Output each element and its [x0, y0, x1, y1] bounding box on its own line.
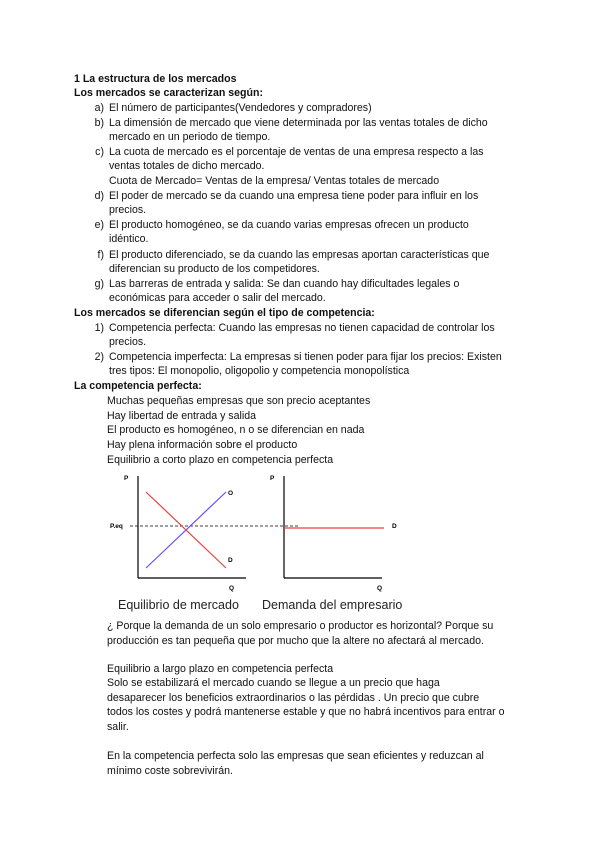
list-item-line: precios.: [109, 336, 147, 348]
chart2-xlabel: Q: [377, 585, 383, 592]
list-item-line: Cuota de Mercado= Ventas de la empresa/ Ventas totales de mercado: [109, 175, 440, 187]
chart1-ylabel: P: [124, 475, 129, 482]
chart2-ylabel: P: [270, 475, 275, 482]
list-marker: a): [94, 102, 104, 114]
conclusion-line: En la competencia perfecta solo las empresas que sean eficientes y reduzcan al: [107, 750, 484, 762]
list-marker: 1): [94, 322, 104, 334]
question-line: ¿ Porque la demanda de un solo empresario o productor es horizontal? Porque su: [107, 620, 494, 632]
chart1-demand-label: D: [228, 557, 233, 564]
caracterizan-heading: Los mercados se caracterizan según:: [74, 87, 264, 99]
list-item-line: ventas totales de dicho mercado.: [109, 160, 265, 172]
list-item-line: Competencia imperfecta: La empresas si tienen poder para fijar los precios: Existen: [109, 351, 502, 363]
list-item-line: idéntico.: [109, 233, 149, 245]
list-marker: d): [94, 190, 104, 202]
diferencian-heading: Los mercados se diferencian según el tipo de competencia:: [74, 307, 375, 319]
chart1-supply-label: O: [228, 490, 234, 497]
list-item-line: diferencian su producto de los competidores.: [109, 263, 320, 275]
list-marker: 2): [94, 351, 104, 363]
largo-plazo-line: todos los costes y podrá mantenerse estable y que no habrá incentivos para entrar o: [107, 706, 505, 718]
list-item-line: La cuota de mercado es el porcentaje de ventas de una empresa respecto a las: [109, 146, 484, 158]
list-item-line: Las barreras de entrada y salida: Se dan cuando hay dificultades legales o: [109, 278, 460, 290]
largo-plazo-line: desaparecer los beneficios extraordinarios o las pérdidas . Un precio que cubre: [107, 692, 480, 704]
list-item-line: El producto homogéneo, se da cuando varias empresas ofrecen un producto: [109, 219, 469, 231]
section-title: 1 La estructura de los mercados: [74, 73, 237, 85]
list-item-line: precios.: [109, 204, 147, 216]
list-item-line: El número de participantes(Vendedores y compradores): [109, 102, 372, 114]
chart2-demand-label: D: [392, 523, 397, 530]
perfecta-heading: La competencia perfecta:: [74, 380, 202, 392]
perfecta-line: Hay plena información sobre el producto: [107, 439, 298, 451]
conclusion-line: mínimo coste sobrevivirán.: [107, 765, 233, 777]
list-item-line: El poder de mercado se da cuando una empresa tiene poder para influir en los: [109, 190, 479, 202]
list-marker: b): [94, 117, 104, 129]
largo-plazo-line: Solo se estabilizará el mercado cuando se llegue a un precio que haga: [107, 677, 440, 689]
equilibrium-charts: [0, 468, 600, 618]
list-item-line: mercado en un periodo de tiempo.: [109, 131, 271, 143]
perfecta-line: Equilibrio a corto plazo en competencia perfecta: [107, 454, 334, 466]
chart1-xlabel: Q: [229, 585, 235, 592]
list-item-line: La dimensión de mercado que viene determinada por las ventas totales de dicho: [109, 117, 488, 129]
list-marker: e): [94, 219, 104, 231]
list-item-line: Competencia perfecta: Cuando las empresas no tienen capacidad de controlar los: [109, 322, 495, 334]
perfecta-line: Hay libertad de entrada y salida: [107, 410, 256, 422]
list-marker: c): [95, 146, 104, 158]
chart1-title: Equilibrio de mercado: [118, 598, 239, 612]
list-marker: g): [94, 278, 104, 290]
list-item-line: tres tipos: El monopolio, oligopolio y competencia monopolística: [109, 365, 410, 377]
list-marker: f): [97, 249, 104, 261]
question-line: producción es tan pequeña que por mucho que la altere no afectará al mercado.: [107, 635, 484, 647]
list-item-line: económicas para acceder o salir del mercado.: [109, 292, 326, 304]
perfecta-line: Muchas pequeñas empresas que son precio aceptantes: [107, 395, 371, 407]
perfecta-line: El producto es homogéneo, n o se diferencian en nada: [107, 424, 365, 436]
chart1-peq-label: P.eq: [110, 523, 123, 530]
largo-plazo-line: Equilibrio a largo plazo en competencia perfecta: [107, 663, 334, 675]
largo-plazo-line: salir.: [107, 721, 129, 733]
list-item-line: El producto diferenciado, se da cuando las empresas aportan características que: [109, 249, 490, 261]
chart2-title: Demanda del empresario: [262, 598, 403, 612]
